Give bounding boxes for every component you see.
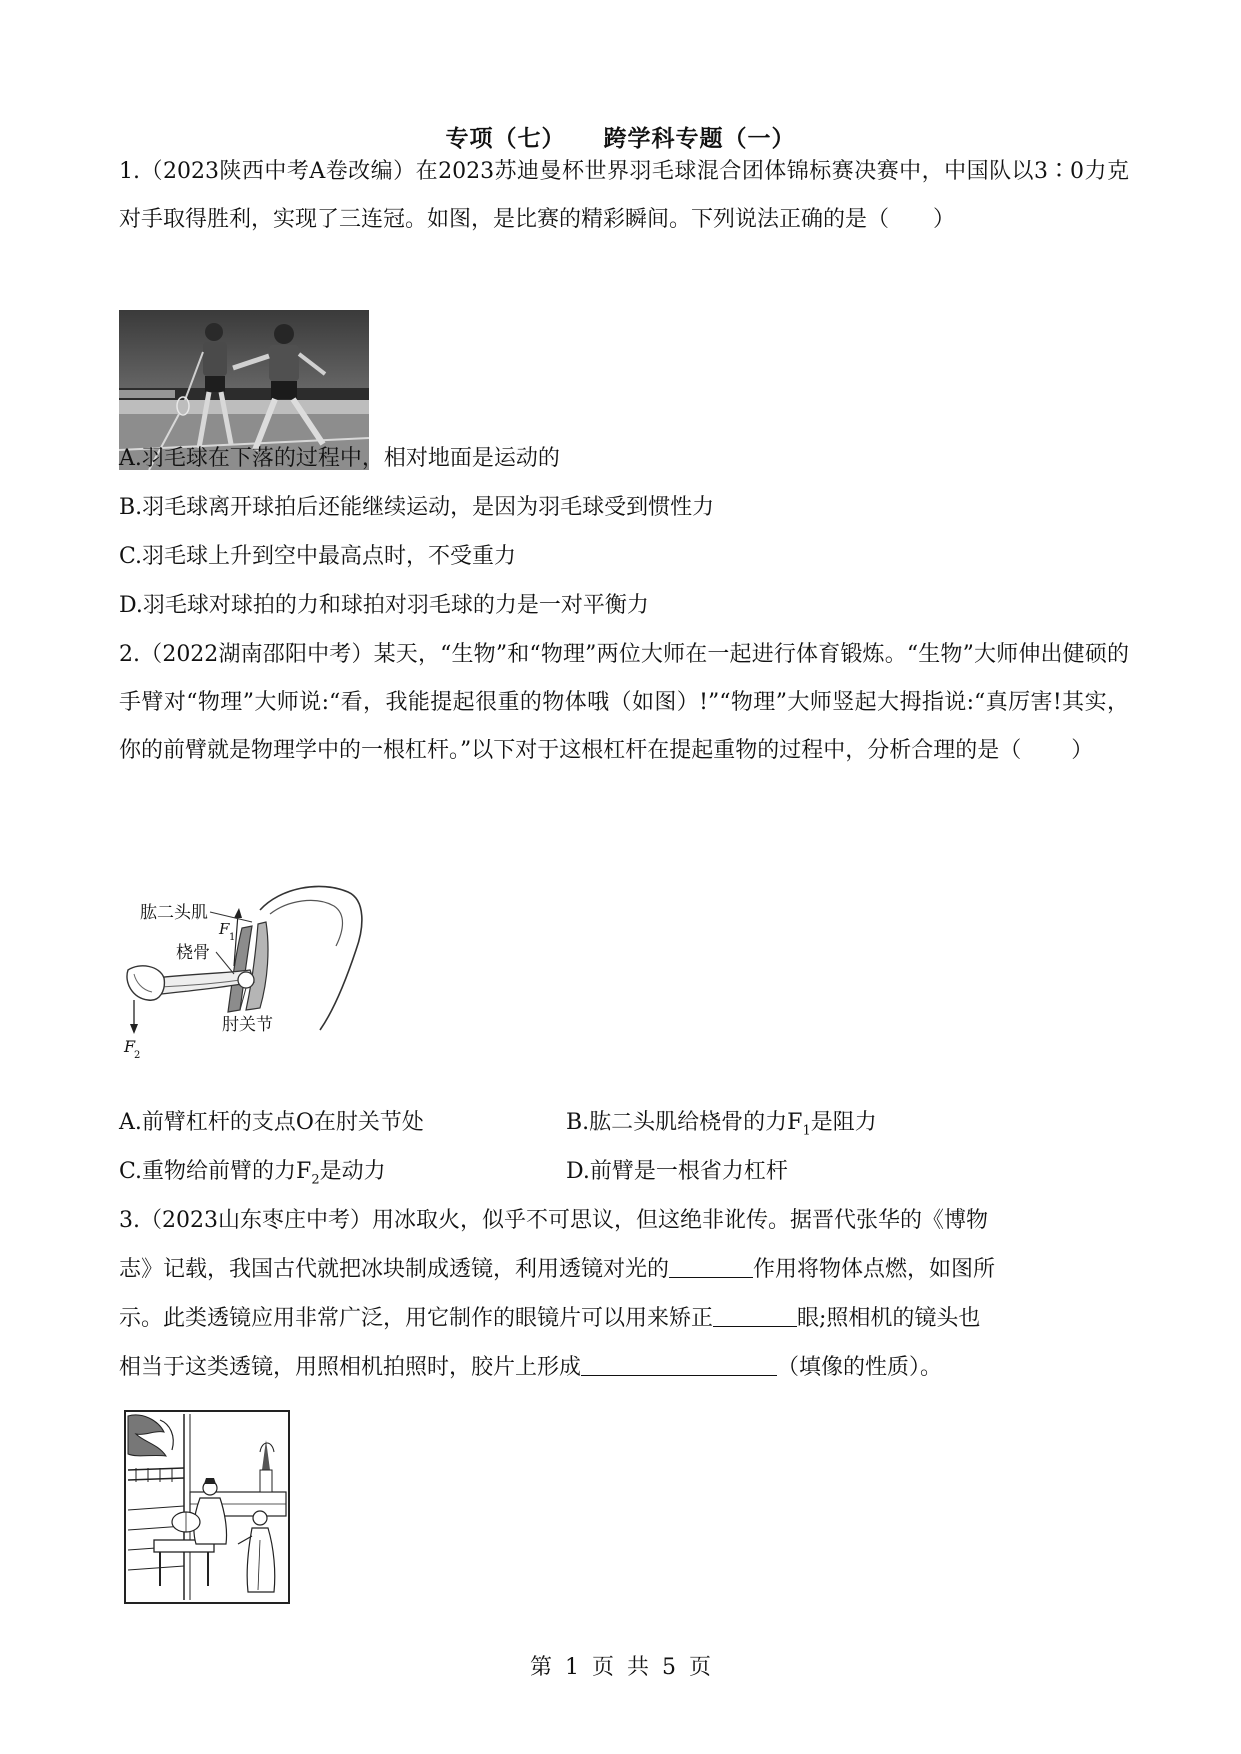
q3-line-4 <box>119 1344 942 1392</box>
page-footer: 第 1 页 共 5 页 <box>530 1655 711 1680</box>
arm-lever-diagram-icon <box>120 870 380 1070</box>
q1-option-b: B.羽毛球离开球拍后还能继续运动，是因为羽毛球受到惯性力 <box>119 495 715 520</box>
q2-option-c-pre: C.重物给前臂的力F <box>119 1159 312 1184</box>
q3-line-4-pre: 相当于这类透镜，用照相机拍照时，胶片上形成 <box>119 1355 582 1380</box>
q2-option-c-sub: 2 <box>311 1172 320 1188</box>
blank-2[interactable] <box>713 1302 797 1327</box>
q2-option-a: A.前臂杠杆的支点O在肘关节处 <box>119 1110 424 1135</box>
q2-option-b <box>566 1099 877 1155</box>
q2-option-b-sub: 1 <box>802 1123 811 1139</box>
label-f2-sub: 2 <box>134 1050 141 1061</box>
q1-option-d: D.羽毛球对球拍的力和球拍对羽毛球的力是一对平衡力 <box>119 593 649 618</box>
label-elbow: 肘关节 <box>222 1015 273 1035</box>
q1-stem: 1.（2023陕西中考A卷改编）在2023苏迪曼杯世界羽毛球混合团体锦标赛决赛中，中国队以3∶0力克对手取得胜利，实现了三连冠。如图，是比赛的精彩瞬间。下列说法正确的是（ ） <box>119 159 1129 232</box>
q3-line-3 <box>119 1295 980 1343</box>
q2-stem-text: 2.（2022湖南邵阳中考）某天，“生物”和“物理”两位大师在一起进行体育锻炼。“生物”大师伸出健硕的手臂对“物理”大师说:“看，我能提起很重的物体哦（如图）!”“物理”大师竖起大拇指说:“真厉害!其实，你的前臂就是物理学中的一根杠杆。”以下对于这根杠杆在提起重物的过程中，分析合理的是（ <box>119 642 1129 763</box>
q2-stem-paren: ） <box>1071 738 1094 763</box>
label-f2: F <box>124 1037 136 1056</box>
q2-option-b-pre: B.肱二头肌给桡骨的力F <box>566 1110 803 1135</box>
q3-line-2-post: 作用将物体点燃，如图所 <box>753 1257 996 1282</box>
blank-1[interactable] <box>669 1253 753 1278</box>
q3-line-2 <box>119 1246 995 1294</box>
q3-line-3-post: 眼;照相机的镜头也 <box>797 1306 981 1331</box>
q2-option-c <box>119 1148 386 1204</box>
title-left: 专项（七） <box>445 126 566 152</box>
q2-stem <box>119 631 1129 775</box>
q3-line-2-pre: 志》记载，我国古代就把冰块制成透镜，利用透镜对光的 <box>119 1257 670 1282</box>
title-right: 跨学科专题（一） <box>603 126 796 152</box>
q3-line-4-post: （填像的性质）。 <box>777 1355 943 1380</box>
blank-3[interactable] <box>581 1351 777 1376</box>
label-f1: F <box>219 920 230 938</box>
ancient-scene-illustration-icon <box>124 1410 290 1604</box>
q3-line-3-pre: 示。此类透镜应用非常广泛，用它制作的眼镜片可以用来矫正 <box>119 1306 714 1331</box>
q1-option-a: A.羽毛球在下落的过程中，相对地面是运动的 <box>119 446 560 471</box>
q2-option-d: D.前臂是一根省力杠杆 <box>566 1159 788 1184</box>
label-radius: 桡骨 <box>176 943 210 963</box>
q3-line-1: 3.（2023山东枣庄中考）用冰取火，似乎不可思议，但这绝非讹传。据晋代张华的《博物 <box>119 1208 988 1233</box>
q2-option-c-post: 是动力 <box>319 1159 386 1184</box>
q2-option-b-post: 是阻力 <box>810 1110 877 1135</box>
label-f1-sub: 1 <box>229 932 236 943</box>
q1-option-c: C.羽毛球上升到空中最高点时，不受重力 <box>119 544 517 569</box>
label-biceps: 肱二头肌 <box>140 903 208 923</box>
